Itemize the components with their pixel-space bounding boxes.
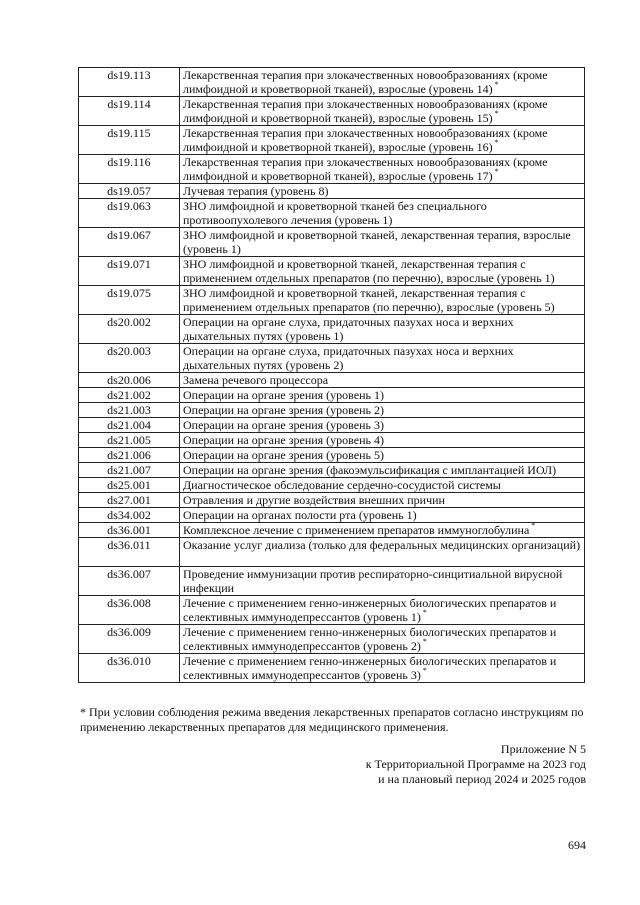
table-row bbox=[79, 567, 585, 596]
row-code: ds36.001 bbox=[79, 523, 180, 538]
row-code: ds20.006 bbox=[79, 373, 180, 388]
row-code: ds25.001 bbox=[79, 478, 180, 493]
footnote-marker: * bbox=[494, 138, 499, 147]
table-row bbox=[79, 523, 585, 538]
table-row bbox=[79, 625, 585, 654]
row-name-cell bbox=[180, 567, 585, 596]
row-name: ЗНО лимфоидной и кроветворной тканей, лекарственная терапия с применением отдельных препаратов (по перечню), взрослые (уровень 5) bbox=[183, 286, 555, 314]
row-name-cell bbox=[180, 538, 585, 567]
row-name-cell bbox=[180, 463, 585, 478]
table-row bbox=[79, 68, 585, 97]
row-name-cell bbox=[180, 228, 585, 257]
row-name-cell bbox=[180, 523, 585, 538]
row-name-cell bbox=[180, 373, 585, 388]
row-name: Оказание услуг диализа (только для федеральных медицинских организаций) bbox=[183, 538, 581, 552]
row-name-cell bbox=[180, 388, 585, 403]
row-code: ds19.114 bbox=[79, 97, 180, 126]
row-name-cell bbox=[180, 257, 585, 286]
row-name: Лекарственная терапия при злокачественных новообразованиях (кроме лимфоидной и кроветворной тканей), взрослые (уровень 16) bbox=[183, 126, 548, 154]
row-name: Операции на органе зрения (уровень 4) bbox=[183, 433, 384, 447]
row-name-cell bbox=[180, 97, 585, 126]
table-row bbox=[79, 596, 585, 625]
table-row bbox=[79, 388, 585, 403]
table-row bbox=[79, 373, 585, 388]
table-row bbox=[79, 433, 585, 448]
table-row bbox=[79, 184, 585, 199]
row-code: ds20.002 bbox=[79, 315, 180, 344]
row-name: Операции на органе зрения (уровень 5) bbox=[183, 448, 384, 462]
row-name: Лекарственная терапия при злокачественных новообразованиях (кроме лимфоидной и кроветворной тканей), взрослые (уровень 15) bbox=[183, 97, 548, 125]
footnote-marker: * bbox=[422, 608, 427, 617]
row-name: Лекарственная терапия при злокачественных новообразованиях (кроме лимфоидной и кроветворной тканей), взрослые (уровень 17) bbox=[183, 155, 548, 183]
row-name: Лучевая терапия (уровень 8) bbox=[183, 184, 329, 198]
footnote-marker: * bbox=[422, 666, 427, 675]
row-code: ds19.116 bbox=[79, 155, 180, 184]
row-name-cell bbox=[180, 448, 585, 463]
row-code: ds36.010 bbox=[79, 654, 180, 683]
table-row bbox=[79, 418, 585, 433]
table-row bbox=[79, 493, 585, 508]
table-row bbox=[79, 478, 585, 493]
row-name-cell bbox=[180, 403, 585, 418]
row-name: Замена речевого процессора bbox=[183, 373, 329, 387]
table-row bbox=[79, 126, 585, 155]
row-name-cell bbox=[180, 126, 585, 155]
row-code: ds36.011 bbox=[79, 538, 180, 567]
row-name: Лекарственная терапия при злокачественных новообразованиях (кроме лимфоидной и кроветворной тканей), взрослые (уровень 14) bbox=[183, 68, 548, 96]
table-row bbox=[79, 286, 585, 315]
row-name: Отравления и другие воздействия внешних причин bbox=[183, 493, 445, 507]
row-code: ds20.003 bbox=[79, 344, 180, 373]
annex-heading bbox=[366, 742, 586, 787]
row-code: ds21.007 bbox=[79, 463, 180, 478]
footnote-marker: * bbox=[531, 521, 536, 530]
row-code: ds21.002 bbox=[79, 388, 180, 403]
row-name: Лечение с применением генно-инженерных биологических препаратов и селективных иммунодепрессантов (уровень 3) bbox=[183, 654, 557, 682]
row-name-cell bbox=[180, 68, 585, 97]
row-name-cell bbox=[180, 199, 585, 228]
footnote-marker: * bbox=[494, 109, 499, 118]
row-name: Операции на органе зрения (уровень 2) bbox=[183, 403, 384, 417]
row-name: Операции на органе зрения (уровень 1) bbox=[183, 388, 384, 402]
row-name-cell bbox=[180, 184, 585, 199]
row-code: ds21.006 bbox=[79, 448, 180, 463]
row-name: Проведение иммунизации против респираторно-синцитиальной вирусной инфекции bbox=[183, 567, 563, 595]
footnote-marker: * bbox=[494, 80, 499, 89]
row-name: Лечение с применением генно-инженерных биологических препаратов и селективных иммунодепрессантов (уровень 1) bbox=[183, 596, 557, 624]
row-name-cell bbox=[180, 654, 585, 683]
row-name: Диагностическое обследование сердечно-сосудистой системы bbox=[183, 478, 501, 492]
row-name: ЗНО лимфоидной и кроветворной тканей, лекарственная терапия, взрослые (уровень 1) bbox=[183, 228, 571, 256]
row-code: ds19.115 bbox=[79, 126, 180, 155]
footnote-marker: * bbox=[494, 167, 499, 176]
row-code: ds36.008 bbox=[79, 596, 180, 625]
row-name: Операции на органе зрения (уровень 3) bbox=[183, 418, 384, 432]
row-name: Комплексное лечение с применением препаратов иммуноглобулина bbox=[183, 523, 530, 537]
footnote: * При условии соблюдения режима введения лекарственных препаратов согласно инструкциям по применению лекарственных препаратов для медицинского применения. bbox=[80, 705, 584, 734]
row-code: ds19.057 bbox=[79, 184, 180, 199]
table-row bbox=[79, 344, 585, 373]
row-code: ds19.113 bbox=[79, 68, 180, 97]
row-code: ds36.007 bbox=[79, 567, 180, 596]
table-row bbox=[79, 199, 585, 228]
row-code: ds19.071 bbox=[79, 257, 180, 286]
table-row bbox=[79, 448, 585, 463]
table-row bbox=[79, 97, 585, 126]
table-body bbox=[79, 68, 585, 683]
table-row bbox=[79, 155, 585, 184]
annex-subtitle-line1: к Территориальной Программе на 2023 год bbox=[365, 757, 586, 771]
row-name-cell bbox=[180, 596, 585, 625]
row-name: ЗНО лимфоидной и кроветворной тканей, лекарственная терапия с применением отдельных препаратов (по перечню), взрослые (уровень 1) bbox=[183, 257, 555, 285]
row-code: ds36.009 bbox=[79, 625, 180, 654]
row-name-cell bbox=[180, 478, 585, 493]
row-code: ds34.002 bbox=[79, 508, 180, 523]
table-row bbox=[79, 463, 585, 478]
table-row bbox=[79, 654, 585, 683]
annex-subtitle-line2: и на плановый период 2024 и 2025 годов bbox=[378, 772, 586, 786]
table-row bbox=[79, 403, 585, 418]
row-name-cell bbox=[180, 625, 585, 654]
row-name-cell bbox=[180, 433, 585, 448]
table-row bbox=[79, 228, 585, 257]
row-name: Операции на органе слуха, придаточных пазухах носа и верхних дыхательных путях (уровень 1) bbox=[183, 315, 514, 343]
row-name-cell bbox=[180, 344, 585, 373]
row-code: ds21.004 bbox=[79, 418, 180, 433]
page-number: 694 bbox=[568, 838, 586, 852]
row-name-cell bbox=[180, 418, 585, 433]
row-code: ds21.005 bbox=[79, 433, 180, 448]
row-name: Операции на органе зрения (факоэмульсификация с имплантацией ИОЛ) bbox=[183, 463, 557, 477]
table-row bbox=[79, 508, 585, 523]
row-code: ds19.075 bbox=[79, 286, 180, 315]
row-code: ds27.001 bbox=[79, 493, 180, 508]
table-row bbox=[79, 538, 585, 567]
row-name-cell bbox=[180, 493, 585, 508]
tariff-codes-table bbox=[78, 67, 585, 683]
annex-title: Приложение N 5 bbox=[500, 742, 586, 756]
row-name-cell bbox=[180, 315, 585, 344]
row-name: ЗНО лимфоидной и кроветворной тканей без специального противоопухолевого лечения (уровень 1) bbox=[183, 199, 487, 227]
table-row bbox=[79, 315, 585, 344]
row-name: Операции на органе слуха, придаточных пазухах носа и верхних дыхательных путях (уровень 2) bbox=[183, 344, 514, 372]
row-name-cell bbox=[180, 286, 585, 315]
row-code: ds19.063 bbox=[79, 199, 180, 228]
row-name-cell bbox=[180, 155, 585, 184]
row-code: ds19.067 bbox=[79, 228, 180, 257]
table-row bbox=[79, 257, 585, 286]
row-name: Лечение с применением генно-инженерных биологических препаратов и селективных иммунодепрессантов (уровень 2) bbox=[183, 625, 557, 653]
row-name: Операции на органах полости рта (уровень 1) bbox=[183, 508, 417, 522]
row-name-cell bbox=[180, 508, 585, 523]
row-code: ds21.003 bbox=[79, 403, 180, 418]
footnote-marker: * bbox=[422, 637, 427, 646]
